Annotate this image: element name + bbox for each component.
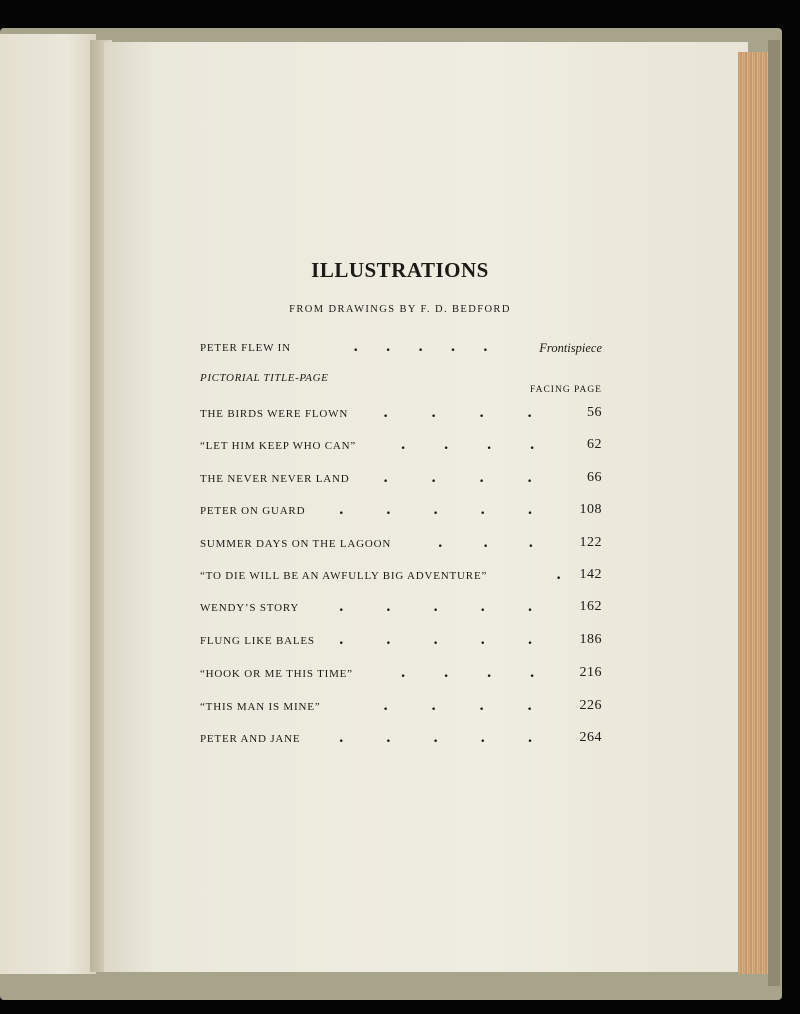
entry-page: 226	[579, 698, 602, 713]
entry-title: “TO DIE WILL BE AN AWFULLY BIG ADVENTURE”	[200, 570, 488, 582]
list-item	[200, 699, 602, 717]
dot-leader: . . . . .	[353, 338, 489, 355]
entry-title: SUMMER DAYS ON THE LAGOON	[200, 538, 392, 550]
list-item	[200, 438, 602, 456]
entry-page: 186	[579, 632, 602, 647]
entry-title: WENDY’S STORY	[200, 602, 300, 614]
title-page-entry: PICTORIAL TITLE-PAGE	[200, 372, 329, 384]
entry-title: FLUNG LIKE BALES	[200, 635, 315, 647]
entry-title: “LET HIM KEEP WHO CAN”	[200, 440, 357, 452]
entry-title: PETER AND JANE	[200, 733, 301, 745]
page-subtitle: FROM DRAWINGS BY F. D. BEDFORD	[289, 304, 511, 315]
entry-title: “THIS MAN IS MINE”	[200, 701, 321, 713]
dot-leader: . . . .	[383, 469, 533, 486]
dot-leader: . . . .	[401, 436, 535, 453]
entry-title: PETER ON GUARD	[200, 505, 306, 517]
entry-page: 66	[587, 470, 602, 485]
page-title: ILLUSTRATIONS	[311, 258, 489, 282]
list-item	[200, 503, 602, 521]
entry-title: THE NEVER NEVER LAND	[200, 473, 350, 485]
dot-leader: . . . . .	[339, 631, 533, 648]
dot-leader: . . . .	[383, 697, 533, 714]
frontispiece-row	[200, 340, 602, 358]
dot-leader: . . . . .	[339, 729, 533, 746]
list-item	[200, 406, 602, 424]
column-header: FACING PAGE	[530, 385, 602, 395]
list-item	[200, 471, 602, 489]
list-item	[200, 536, 602, 554]
entry-page: 264	[579, 730, 602, 745]
dot-leader: .	[556, 566, 562, 583]
list-item	[200, 600, 602, 618]
entry-page: 62	[587, 437, 602, 452]
list-item	[200, 633, 602, 651]
entry-title: THE BIRDS WERE FLOWN	[200, 408, 349, 420]
list-item	[200, 731, 602, 749]
dot-leader: . . . .	[401, 664, 535, 681]
entry-page: 108	[579, 502, 602, 517]
entry-page: 56	[587, 405, 602, 420]
dot-leader: . . . .	[383, 404, 533, 421]
entry-title: PETER FLEW IN	[200, 342, 291, 354]
entry-page: 162	[579, 599, 602, 614]
dot-leader: . . . . .	[339, 598, 533, 615]
dot-leader: . . . . .	[339, 501, 533, 518]
entry-page: 142	[579, 567, 602, 582]
entry-page: 122	[579, 535, 602, 550]
entry-page: 216	[579, 665, 602, 680]
entry-page: Frontispiece	[539, 341, 602, 355]
dot-leader: . . .	[438, 534, 534, 551]
entry-title: “HOOK OR ME THIS TIME”	[200, 668, 353, 680]
list-item	[200, 666, 602, 684]
list-item	[200, 568, 602, 586]
